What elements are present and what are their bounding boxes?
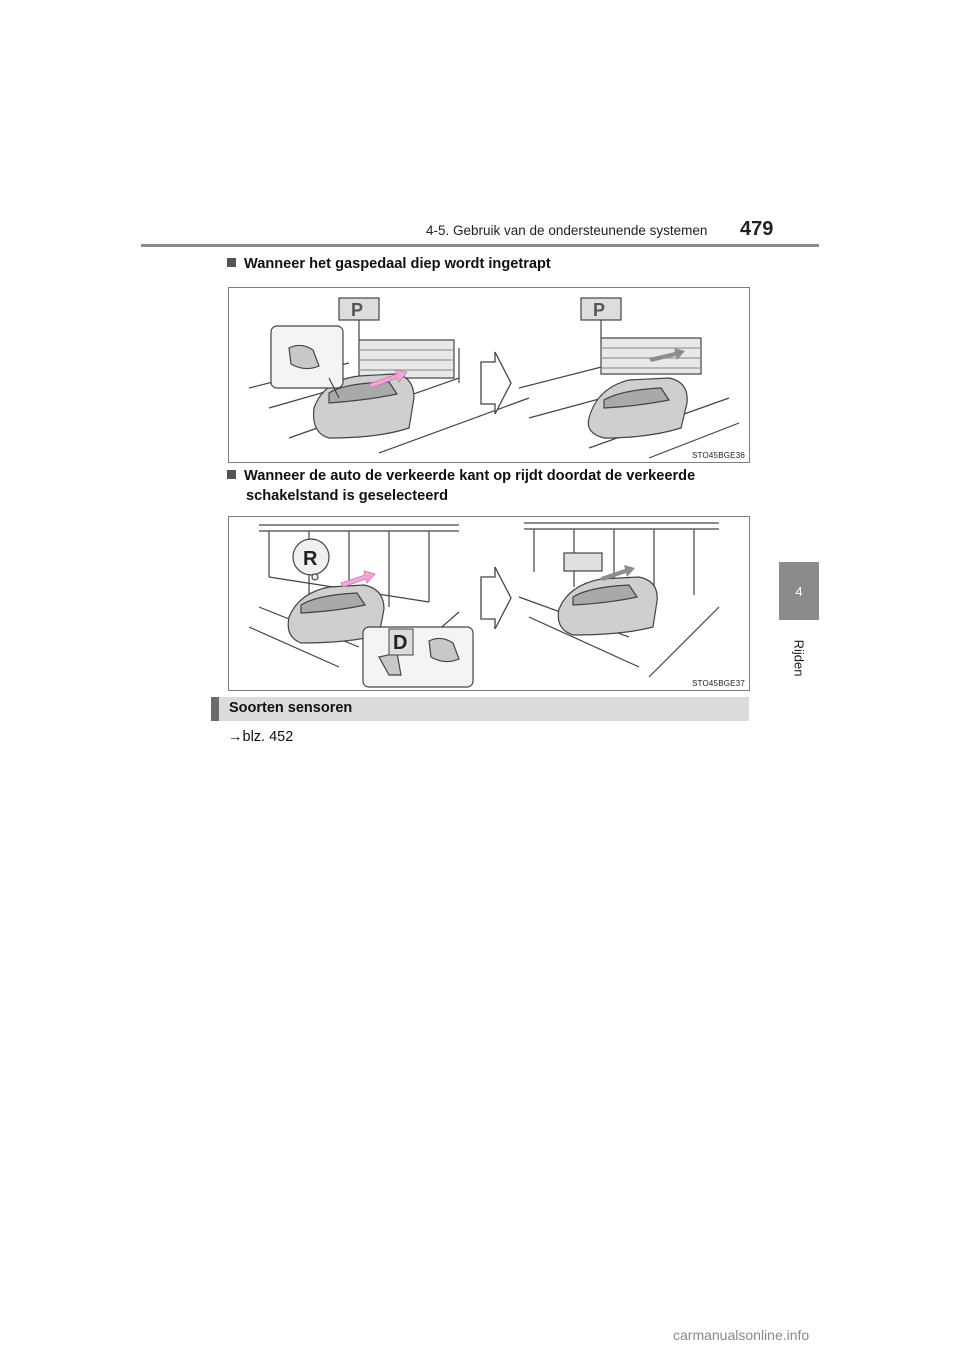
square-bullet-icon xyxy=(227,258,236,267)
figure-code: STO45BGE37 xyxy=(692,679,745,688)
square-bullet-icon xyxy=(227,470,236,479)
page-number: 479 xyxy=(740,218,774,240)
running-header-title: 4-5. Gebruik van de ondersteunende systemen xyxy=(426,223,708,238)
shift-label-d: D xyxy=(393,632,408,654)
chapter-label-text: Rijden xyxy=(791,639,807,677)
illustration-accelerator-pressed xyxy=(228,287,750,463)
subsection-title: Soorten sensoren xyxy=(229,700,353,716)
figure-code: STO45BGE36 xyxy=(692,451,745,460)
shift-label-r: R xyxy=(303,548,318,570)
header-divider xyxy=(141,244,819,247)
heading-text-line1: Wanneer de auto de verkeerde kant op rijdt doordat de verkeerde xyxy=(244,468,696,484)
parking-illustration-1 xyxy=(229,288,749,462)
subsection-accent xyxy=(211,697,219,721)
illustration-wrong-gear xyxy=(228,516,750,691)
storefront-illustration xyxy=(229,517,749,690)
subsection-header xyxy=(211,697,749,721)
chapter-label xyxy=(779,620,819,696)
chapter-number: 4 xyxy=(795,583,803,599)
watermark: carmanualsonline.info xyxy=(673,1327,810,1343)
svg-text:P: P xyxy=(593,300,606,320)
chapter-tab[interactable] xyxy=(779,562,819,620)
heading-accelerator xyxy=(227,254,747,274)
heading-text: Wanneer het gaspedaal diep wordt ingetrapt xyxy=(244,256,551,272)
heading-text-line2: schakelstand is geselecteerd xyxy=(246,488,448,504)
page-reference-link[interactable]: →blz. 452 xyxy=(228,729,294,745)
svg-text:P: P xyxy=(351,300,364,320)
heading-wrong-gear xyxy=(227,466,747,506)
